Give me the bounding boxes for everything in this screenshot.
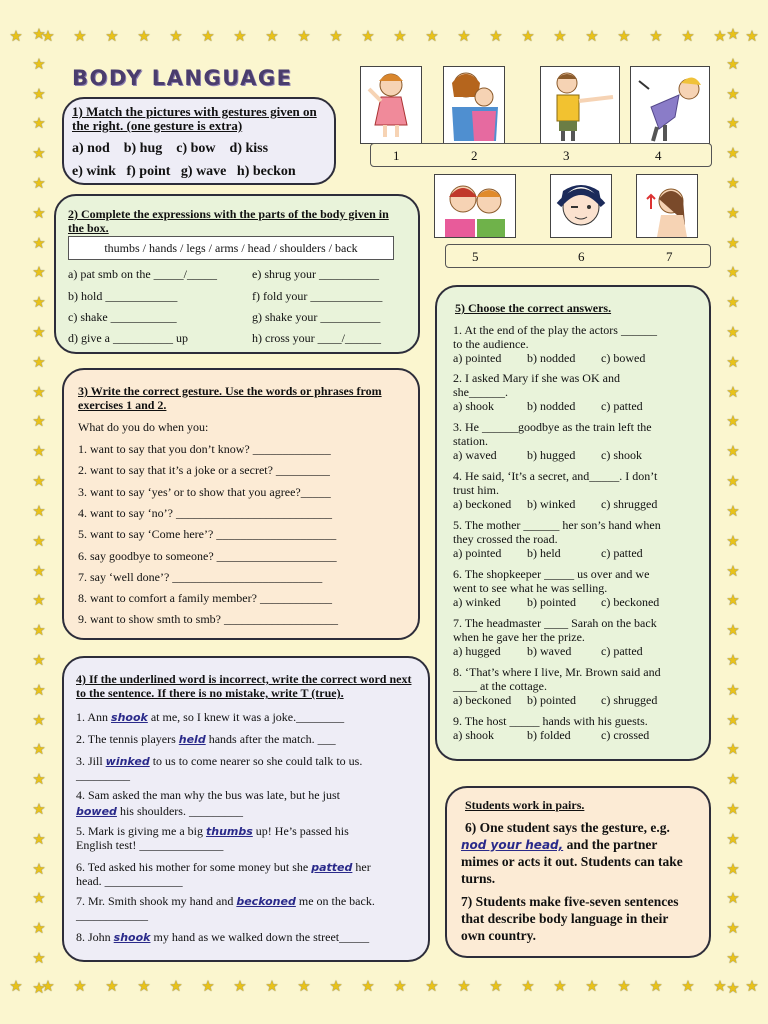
exercise-3-item-5: 5. want to say ‘Come here’? ____________________ bbox=[78, 527, 337, 542]
question-4-option-c[interactable]: c) shrugged bbox=[601, 497, 658, 511]
star-icon: ★ bbox=[726, 742, 740, 759]
star-icon: ★ bbox=[32, 951, 46, 968]
question-4-text-2: trust him. bbox=[453, 483, 500, 497]
exercise-4-item-5 bbox=[76, 804, 243, 819]
frame-bottom bbox=[0, 974, 768, 1000]
expression-g: g) shake your __________ bbox=[252, 310, 381, 324]
question-9-option-a[interactable]: a) shook bbox=[453, 728, 494, 742]
pairs-task-7-line-1: 7) Students make five-seven sentences bbox=[461, 894, 679, 909]
picture-5 bbox=[434, 174, 516, 238]
star-icon: ★ bbox=[32, 891, 46, 908]
star-icon: ★ bbox=[32, 593, 46, 610]
star-icon: ★ bbox=[726, 772, 740, 789]
picture-number-1: 1 bbox=[393, 148, 400, 163]
picture-3 bbox=[540, 66, 620, 144]
pairs-task-7-line-2: that describe body language in their bbox=[461, 911, 669, 926]
star-icon: ★ bbox=[726, 325, 740, 342]
question-2-option-a[interactable]: a) shook bbox=[453, 399, 494, 413]
hugging-illustration bbox=[444, 67, 504, 143]
star-icon: ★ bbox=[32, 682, 46, 699]
exercise-4-item-rest: hands after the match. ___ bbox=[205, 732, 336, 746]
exercise-4-item-text: 5. Mark is giving me a big bbox=[76, 824, 206, 838]
exercise-4-item-3-continued: _________ bbox=[76, 768, 130, 782]
exercise-4-item-6 bbox=[76, 824, 349, 839]
question-6-text-2: went to see what he was selling. bbox=[453, 581, 608, 595]
star-icon: ★ bbox=[393, 29, 407, 45]
exercise-5-box bbox=[435, 285, 711, 761]
expression-a: a) pat smb on the _____/_____ bbox=[68, 267, 217, 281]
exercise-3-item-8: 8. want to comfort a family member? ____________ bbox=[78, 591, 332, 606]
star-icon: ★ bbox=[745, 29, 759, 45]
star-icon: ★ bbox=[681, 979, 695, 995]
star-icon: ★ bbox=[201, 29, 215, 45]
exercise-3-item-6: 6. say goodbye to someone? ____________________ bbox=[78, 548, 337, 563]
star-icon: ★ bbox=[32, 652, 46, 669]
gesture-row-1 bbox=[72, 141, 268, 157]
question-3-text-2: station. bbox=[453, 434, 488, 448]
star-icon: ★ bbox=[32, 384, 46, 401]
frame-top bbox=[0, 24, 768, 50]
star-icon: ★ bbox=[265, 979, 279, 995]
question-1-text-1: 1. At the end of the play the actors ______ bbox=[453, 323, 657, 337]
question-3-option-c[interactable]: c) shook bbox=[601, 448, 642, 462]
question-6-text-1: 6. The shopkeeper _____ us over and we bbox=[453, 567, 650, 581]
star-icon: ★ bbox=[32, 712, 46, 729]
word-box bbox=[68, 236, 394, 260]
star-icon: ★ bbox=[585, 29, 599, 45]
picture-number-6: 6 bbox=[578, 249, 585, 264]
question-5-option-b[interactable]: b) held bbox=[527, 546, 561, 560]
star-icon: ★ bbox=[32, 861, 46, 878]
question-8-text-1: 8. ‘That’s where I live, Mr. Brown said and bbox=[453, 665, 661, 679]
picture-number-2: 2 bbox=[471, 148, 478, 163]
question-3-option-b[interactable]: b) hugged bbox=[527, 448, 576, 462]
picture-6 bbox=[550, 174, 612, 238]
star-icon: ★ bbox=[32, 623, 46, 640]
star-icon: ★ bbox=[521, 979, 535, 995]
star-icon: ★ bbox=[726, 712, 740, 729]
exercise-4-item-4 bbox=[76, 788, 340, 803]
underlined-word: beckoned bbox=[236, 895, 296, 908]
exercise-4-item-7 bbox=[76, 860, 371, 875]
star-icon: ★ bbox=[726, 235, 740, 252]
star-icon: ★ bbox=[201, 979, 215, 995]
star-icon: ★ bbox=[617, 979, 631, 995]
woman-bowing-illustration bbox=[631, 67, 709, 143]
star-icon: ★ bbox=[681, 29, 695, 45]
underlined-word: winked bbox=[105, 755, 150, 768]
question-2-text-1: 2. I asked Mary if she was OK and bbox=[453, 371, 620, 385]
star-icon: ★ bbox=[726, 652, 740, 669]
star-icon: ★ bbox=[32, 205, 46, 222]
exercise-4-item-text: 4. Sam asked the man why the bus was late, but he just bbox=[76, 788, 340, 802]
star-icon: ★ bbox=[489, 979, 503, 995]
underlined-word: shook bbox=[113, 931, 151, 944]
gesture-h: h) beckon bbox=[236, 164, 296, 179]
gesture-f: f) point bbox=[126, 164, 171, 179]
star-icon: ★ bbox=[617, 29, 631, 45]
star-icon: ★ bbox=[726, 891, 740, 908]
exercise-3-intro: What do you do when you: bbox=[78, 420, 209, 434]
exercise-4-item-rest: me on the back. bbox=[295, 894, 375, 908]
star-icon: ★ bbox=[32, 146, 46, 163]
exercise-4-item-text: 7. Mr. Smith shook my hand and bbox=[76, 894, 237, 908]
picture-numbers-bottom bbox=[445, 244, 711, 268]
star-icon: ★ bbox=[32, 503, 46, 520]
star-icon: ★ bbox=[726, 503, 740, 520]
exercise-4-item-1 bbox=[76, 710, 344, 725]
star-icon: ★ bbox=[9, 29, 23, 45]
question-4-text-1: 4. He said, ‘It’s a secret, and_____. I don’t bbox=[453, 469, 658, 483]
expression-h: h) cross your ____/______ bbox=[252, 331, 381, 345]
exercise-4-item-rest: her bbox=[352, 860, 371, 874]
expression-c: c) shake ___________ bbox=[68, 310, 177, 324]
star-icon: ★ bbox=[169, 979, 183, 995]
star-icon: ★ bbox=[726, 295, 740, 312]
star-icon: ★ bbox=[297, 979, 311, 995]
exercise-4-item-text: 6. Ted asked his mother for some money but she bbox=[76, 860, 312, 874]
star-icon: ★ bbox=[726, 921, 740, 938]
star-icon: ★ bbox=[32, 116, 46, 133]
star-icon: ★ bbox=[73, 29, 87, 45]
exercise-3-item-9: 9. want to show smth to smb? ___________________ bbox=[78, 612, 338, 627]
exercise-4-item-text: 1. Ann bbox=[76, 710, 112, 724]
star-icon: ★ bbox=[553, 979, 567, 995]
picture-1 bbox=[360, 66, 422, 144]
exercise-1-box bbox=[62, 97, 336, 185]
exercise-4-item-text: 2. The tennis players bbox=[76, 732, 179, 746]
expression-f: f) fold your ____________ bbox=[252, 289, 383, 303]
underlined-word: bowed bbox=[76, 805, 117, 818]
gesture-row-2 bbox=[72, 164, 296, 180]
question-8-option-b[interactable]: b) pointed bbox=[527, 693, 576, 707]
star-icon: ★ bbox=[41, 979, 55, 995]
pairs-task-6-line-2-rest: and the partner bbox=[563, 837, 658, 852]
pairs-task-6-line-2 bbox=[461, 837, 657, 853]
kissing-girls-illustration bbox=[435, 175, 515, 237]
star-icon: ★ bbox=[137, 29, 151, 45]
star-icon: ★ bbox=[726, 861, 740, 878]
question-8-text-2: ____ at the cottage. bbox=[453, 679, 547, 693]
star-icon: ★ bbox=[32, 26, 46, 43]
star-icon: ★ bbox=[726, 593, 740, 610]
picture-7 bbox=[636, 174, 698, 238]
word-box-text: thumbs / hands / legs / arms / head / shoulders / back bbox=[104, 241, 358, 255]
star-icon: ★ bbox=[585, 979, 599, 995]
star-icon: ★ bbox=[32, 563, 46, 580]
star-icon: ★ bbox=[726, 56, 740, 73]
star-icon: ★ bbox=[726, 980, 740, 997]
star-icon: ★ bbox=[649, 979, 663, 995]
exercise-4-item-text: 8. John bbox=[76, 930, 114, 944]
picture-number-5: 5 bbox=[472, 249, 479, 264]
star-icon: ★ bbox=[713, 979, 727, 995]
question-4-option-b[interactable]: b) winked bbox=[527, 497, 576, 511]
question-4-option-a[interactable]: a) beckoned bbox=[453, 497, 512, 511]
star-icon: ★ bbox=[726, 533, 740, 550]
pairs-box bbox=[445, 786, 711, 958]
exercise-2-heading: 2) Complete the expressions with the parts of the body given in the box. bbox=[68, 207, 389, 235]
star-icon: ★ bbox=[32, 86, 46, 103]
star-icon: ★ bbox=[105, 979, 119, 995]
pairs-task-7-line-3: own country. bbox=[461, 928, 537, 943]
underlined-word: patted bbox=[311, 861, 353, 874]
star-icon: ★ bbox=[726, 26, 740, 43]
star-icon: ★ bbox=[726, 116, 740, 133]
star-icon: ★ bbox=[726, 682, 740, 699]
star-icon: ★ bbox=[726, 831, 740, 848]
gesture-g: g) wave bbox=[180, 164, 227, 179]
pairs-task-6-line-3: mimes or acts it out. Students can take bbox=[461, 854, 683, 869]
star-icon: ★ bbox=[745, 979, 759, 995]
question-5-text-1: 5. The mother ______ her son’s hand when bbox=[453, 518, 661, 532]
exercise-4-item-8 bbox=[76, 894, 375, 909]
star-icon: ★ bbox=[32, 235, 46, 252]
star-icon: ★ bbox=[726, 563, 740, 580]
star-icon: ★ bbox=[361, 29, 375, 45]
pairs-task-6-line-4: turns. bbox=[461, 871, 496, 886]
star-icon: ★ bbox=[726, 802, 740, 819]
star-icon: ★ bbox=[726, 474, 740, 491]
question-1-option-b[interactable]: b) nodded bbox=[527, 351, 576, 365]
exercise-4-item-8-continued: ____________ bbox=[76, 908, 148, 922]
exercise-4-item-rest: up! He’s passed his bbox=[252, 824, 349, 838]
star-icon: ★ bbox=[489, 29, 503, 45]
example-phrase: nod your head, bbox=[461, 838, 564, 852]
star-icon: ★ bbox=[41, 29, 55, 45]
question-2-option-c[interactable]: c) patted bbox=[601, 399, 643, 413]
star-icon: ★ bbox=[105, 29, 119, 45]
question-6-option-a[interactable]: a) winked bbox=[453, 595, 501, 609]
question-9-option-b[interactable]: b) folded bbox=[527, 728, 571, 742]
picture-number-7: 7 bbox=[666, 249, 673, 264]
star-icon: ★ bbox=[726, 444, 740, 461]
star-icon: ★ bbox=[32, 921, 46, 938]
star-icon: ★ bbox=[521, 29, 535, 45]
question-5-option-a[interactable]: a) pointed bbox=[453, 546, 502, 560]
star-icon: ★ bbox=[32, 742, 46, 759]
exercise-3-item-7: 7. say ‘well done’? _________________________ bbox=[78, 569, 323, 584]
exercise-4-item-2 bbox=[76, 732, 336, 747]
exercise-4-item-rest: to us to come nearer so she could talk to us. bbox=[149, 754, 363, 768]
question-2-option-b[interactable]: b) nodded bbox=[527, 399, 576, 413]
star-icon: ★ bbox=[32, 265, 46, 282]
star-icon: ★ bbox=[649, 29, 663, 45]
question-7-option-b[interactable]: b) waved bbox=[527, 644, 572, 658]
star-icon: ★ bbox=[726, 623, 740, 640]
exercise-4-item-6-continued: English test! ______________ bbox=[76, 838, 224, 852]
exercise-4-item-7-continued: head. _____________ bbox=[76, 874, 183, 888]
star-icon: ★ bbox=[32, 831, 46, 848]
gesture-c: c) bow bbox=[176, 141, 216, 156]
star-icon: ★ bbox=[457, 29, 471, 45]
expression-b: b) hold ____________ bbox=[68, 289, 178, 303]
exercise-2-box bbox=[54, 194, 420, 354]
star-icon: ★ bbox=[726, 86, 740, 103]
underlined-word: shook bbox=[111, 711, 148, 724]
question-6-option-c[interactable]: c) beckoned bbox=[601, 595, 660, 609]
question-3-text-1: 3. He ______goodbye as the train left the bbox=[453, 420, 652, 434]
page-title: BODY LANGUAGE bbox=[72, 66, 293, 90]
star-icon: ★ bbox=[32, 354, 46, 371]
question-1-text-2: to the audience. bbox=[453, 337, 529, 351]
question-8-option-a[interactable]: a) beckoned bbox=[453, 693, 512, 707]
exercise-1-heading: 1) Match the pictures with gestures given on the right. (one gesture is extra) bbox=[72, 104, 317, 133]
star-icon: ★ bbox=[233, 979, 247, 995]
star-icon: ★ bbox=[32, 474, 46, 491]
exercise-5-heading: 5) Choose the correct answers. bbox=[455, 301, 612, 315]
star-icon: ★ bbox=[713, 29, 727, 45]
pairs-task-6-line-1: 6) One student says the gesture, e.g. bbox=[465, 820, 670, 835]
star-icon: ★ bbox=[553, 29, 567, 45]
star-icon: ★ bbox=[726, 414, 740, 431]
exercise-4-item-rest: his shoulders. _________ bbox=[116, 804, 243, 818]
question-1-option-c[interactable]: c) bowed bbox=[601, 351, 646, 365]
gesture-a: a) nod bbox=[72, 141, 110, 156]
underlined-word: thumbs bbox=[205, 825, 253, 838]
question-7-option-a[interactable]: a) hugged bbox=[453, 644, 501, 658]
exercise-3-heading: 3) Write the correct gesture. Use the words or phrases from exercises 1 and 2. bbox=[78, 384, 382, 412]
star-icon: ★ bbox=[32, 295, 46, 312]
question-1-option-a[interactable]: a) pointed bbox=[453, 351, 502, 365]
question-5-option-c[interactable]: c) patted bbox=[601, 546, 643, 560]
picture-number-4: 4 bbox=[655, 148, 662, 163]
star-icon: ★ bbox=[32, 980, 46, 997]
question-6-option-b[interactable]: b) pointed bbox=[527, 595, 576, 609]
exercise-3-box bbox=[62, 368, 420, 640]
star-icon: ★ bbox=[726, 265, 740, 282]
star-icon: ★ bbox=[32, 802, 46, 819]
star-icon: ★ bbox=[32, 175, 46, 192]
exercise-4-item-rest: my hand as we walked down the street_____ bbox=[150, 930, 370, 944]
picture-number-3: 3 bbox=[563, 148, 570, 163]
star-icon: ★ bbox=[425, 29, 439, 45]
star-icon: ★ bbox=[32, 772, 46, 789]
nodding-woman-illustration bbox=[637, 175, 697, 237]
star-icon: ★ bbox=[726, 354, 740, 371]
star-icon: ★ bbox=[361, 979, 375, 995]
expression-e: e) shrug your __________ bbox=[252, 267, 379, 281]
star-icon: ★ bbox=[457, 979, 471, 995]
question-9-option-c[interactable]: c) crossed bbox=[601, 728, 650, 742]
question-2-text-2: she______. bbox=[453, 385, 508, 399]
question-5-text-2: they crossed the road. bbox=[453, 532, 558, 546]
girl-waving-illustration bbox=[361, 67, 421, 143]
star-icon: ★ bbox=[265, 29, 279, 45]
star-icon: ★ bbox=[137, 979, 151, 995]
star-icon: ★ bbox=[9, 979, 23, 995]
question-7-option-c[interactable]: c) patted bbox=[601, 644, 643, 658]
picture-numbers-top bbox=[370, 143, 712, 167]
star-icon: ★ bbox=[32, 56, 46, 73]
star-icon: ★ bbox=[169, 29, 183, 45]
exercise-4-box bbox=[62, 656, 430, 962]
expression-d: d) give a __________ up bbox=[68, 331, 188, 345]
star-icon: ★ bbox=[726, 951, 740, 968]
boy-pointing-illustration bbox=[541, 67, 619, 143]
exercise-3-item-2: 2. want to say that it’s a joke or a secret? _________ bbox=[78, 463, 330, 478]
question-7-text-1: 7. The headmaster ____ Sarah on the back bbox=[453, 616, 657, 630]
picture-2 bbox=[443, 66, 505, 144]
star-icon: ★ bbox=[32, 533, 46, 550]
picture-4 bbox=[630, 66, 710, 144]
gesture-b: b) hug bbox=[123, 141, 163, 156]
star-icon: ★ bbox=[425, 979, 439, 995]
star-icon: ★ bbox=[329, 979, 343, 995]
exercise-3-item-3: 3. want to say ‘yes’ or to show that you agree?_____ bbox=[78, 484, 331, 499]
star-icon: ★ bbox=[32, 444, 46, 461]
pairs-heading: Students work in pairs. bbox=[465, 798, 585, 812]
exercise-4-item-rest: at me, so I knew it was a joke.________ bbox=[147, 710, 345, 724]
star-icon: ★ bbox=[233, 29, 247, 45]
star-icon: ★ bbox=[726, 384, 740, 401]
exercise-4-item-3 bbox=[76, 754, 362, 769]
exercise-3-item-4: 4. want to say ‘no’? __________________________ bbox=[78, 505, 332, 520]
face-winking-illustration bbox=[551, 175, 611, 237]
question-9-text-1: 9. The host _____ hands with his guests. bbox=[453, 714, 648, 728]
question-7-text-2: when he gave her the prize. bbox=[453, 630, 585, 644]
frame-left bbox=[26, 20, 52, 1004]
star-icon: ★ bbox=[297, 29, 311, 45]
gesture-e: e) wink bbox=[72, 164, 116, 179]
gesture-d: d) kiss bbox=[229, 141, 269, 156]
star-icon: ★ bbox=[393, 979, 407, 995]
star-icon: ★ bbox=[329, 29, 343, 45]
star-icon: ★ bbox=[726, 146, 740, 163]
star-icon: ★ bbox=[726, 205, 740, 222]
exercise-4-item-text: 3. Jill bbox=[76, 754, 106, 768]
exercise-4-item-9 bbox=[76, 930, 369, 945]
underlined-word: held bbox=[178, 733, 206, 746]
exercise-3-item-1: 1. want to say that you don’t know? _____________ bbox=[78, 442, 331, 456]
frame-right bbox=[720, 20, 746, 1004]
exercise-4-heading: 4) If the underlined word is incorrect, write the correct word next to the sentence. If there is no mistake, write T (true). bbox=[76, 672, 412, 700]
star-icon: ★ bbox=[32, 414, 46, 431]
star-icon: ★ bbox=[32, 325, 46, 342]
question-3-option-a[interactable]: a) waved bbox=[453, 448, 497, 462]
question-8-option-c[interactable]: c) shrugged bbox=[601, 693, 658, 707]
star-icon: ★ bbox=[726, 175, 740, 192]
star-icon: ★ bbox=[73, 979, 87, 995]
